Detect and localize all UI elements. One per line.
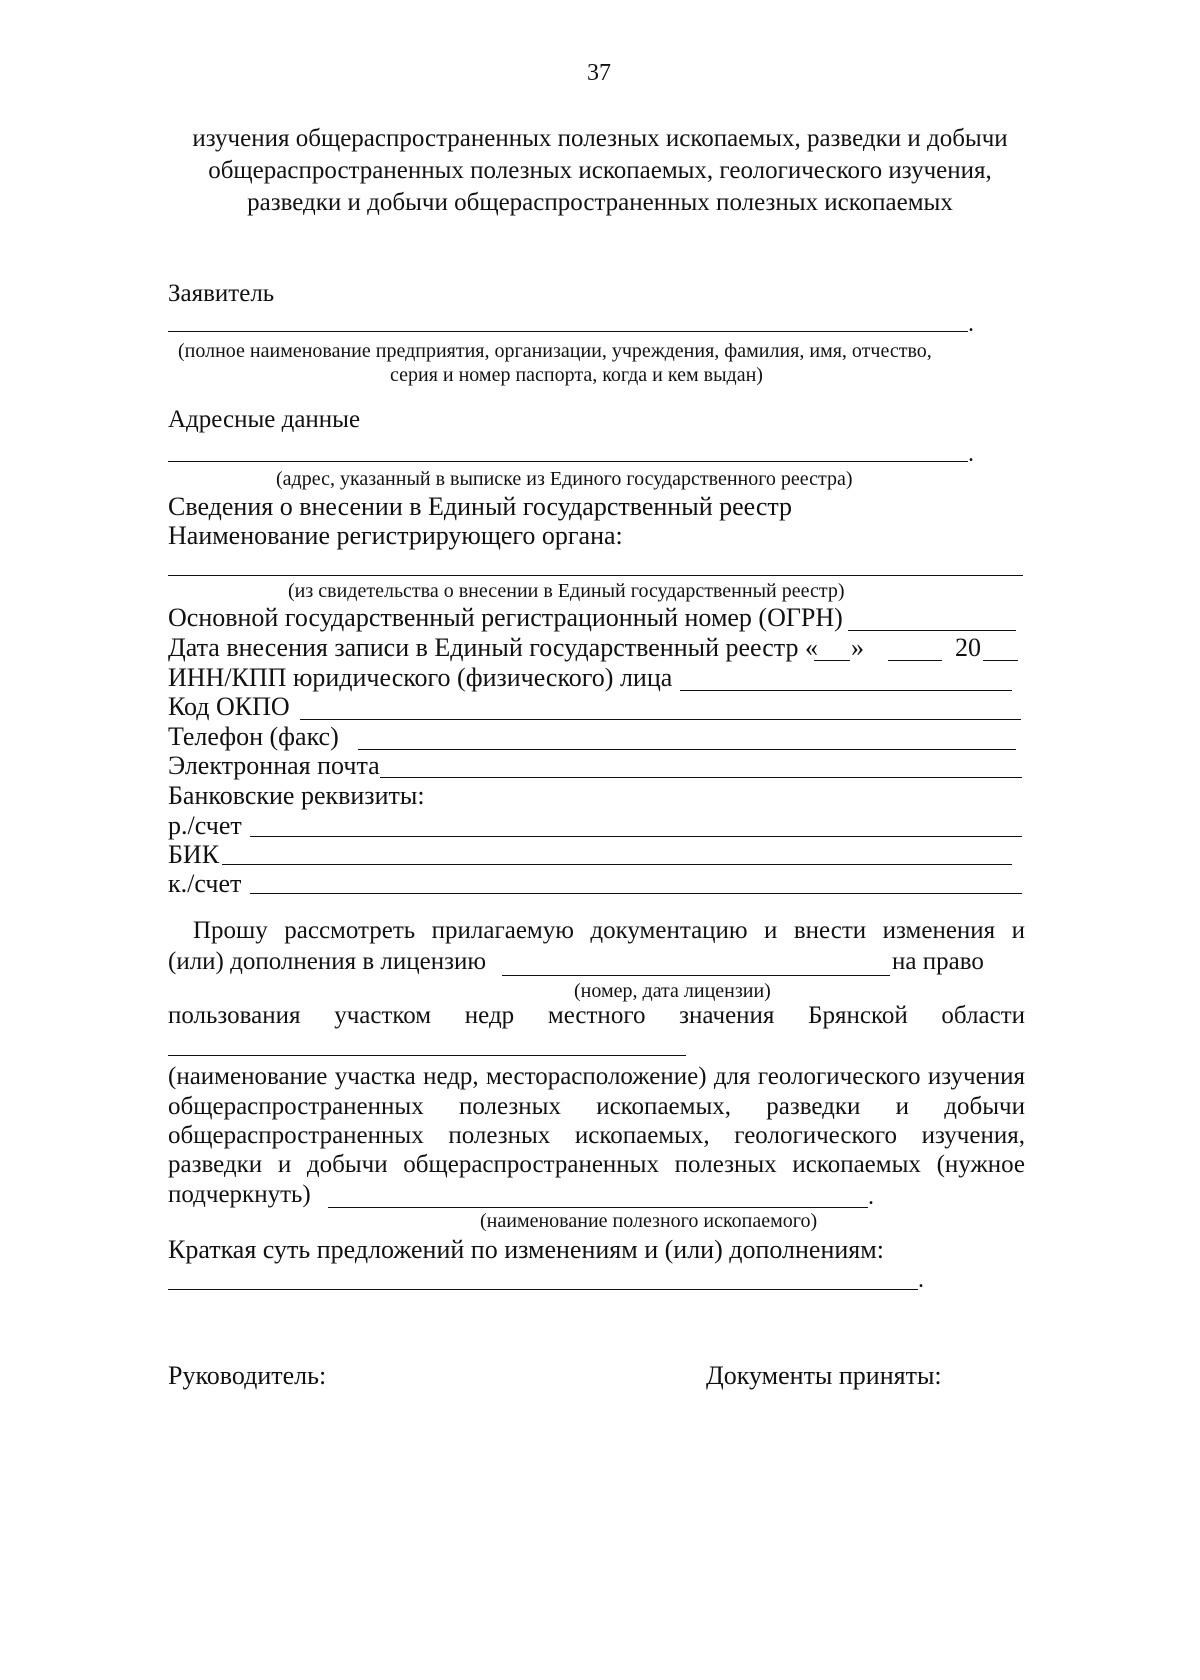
address-caption: (адрес, указанный в выписке из Единого государственного реестра) — [276, 468, 853, 490]
license-caption: (номер, дата лицензии) — [574, 980, 771, 1002]
corr-account-fill-line[interactable] — [250, 893, 1022, 894]
date-month-fill-line[interactable] — [888, 660, 942, 661]
request-line-2-start: (или) дополнения в лицензию — [168, 948, 487, 975]
heading-line-2: общераспространенных полезных ископаемых, геологического изучения, — [208, 157, 992, 184]
date-year-fill-line[interactable] — [983, 660, 1018, 661]
corr-account-label: к./счет — [168, 869, 242, 898]
inn-fill-line[interactable] — [680, 690, 1012, 691]
mineral-caption: (наименование полезного ископаемого) — [480, 1210, 818, 1232]
date-quote-close: » — [851, 633, 864, 662]
applicant-fill-line[interactable] — [168, 331, 968, 332]
address-line-period: . — [968, 441, 974, 467]
applicant-label: Заявитель — [168, 280, 275, 307]
applicant-caption-2: серия и номер паспорта, когда и кем выдан) — [390, 364, 763, 386]
license-fill-line[interactable] — [502, 975, 890, 976]
address-label: Адресные данные — [168, 406, 361, 433]
date-year-prefix: 20 — [955, 633, 981, 662]
summary-fill-line[interactable] — [168, 1289, 918, 1290]
request-line-6: общераспространенных полезных ископаемых, геологического изучения, — [168, 1122, 1025, 1149]
account-label: р./счет — [168, 811, 242, 840]
site-fill-line[interactable] — [168, 1055, 686, 1056]
registry-title: Сведения о внесении в Единый государственный реестр — [168, 492, 793, 521]
heading-line-3: разведки и добычи общераспространенных полезных ископаемых — [247, 189, 953, 216]
address-fill-line[interactable] — [168, 461, 968, 462]
request-line-5: общераспространенных полезных ископаемых, разведки и добычи — [168, 1093, 1025, 1120]
request-line-2-end: на право — [892, 948, 984, 975]
head-signature-label: Руководитель: — [168, 1361, 327, 1390]
inn-label: ИНН/КПП юридического (физического) лица — [168, 663, 673, 692]
mineral-line-period: . — [868, 1184, 874, 1210]
ogrn-label: Основной государственный регистрационный номер (ОГРН) — [168, 603, 843, 632]
email-fill-line[interactable] — [380, 777, 1022, 778]
phone-label: Телефон (факс) — [168, 722, 339, 751]
date-day-fill-line[interactable] — [814, 660, 850, 661]
okpo-fill-line[interactable] — [300, 719, 1021, 720]
date-label: Дата внесения записи в Единый государственный реестр « — [168, 633, 818, 662]
accepted-signature-label: Документы приняты: — [706, 1361, 942, 1390]
mineral-fill-line[interactable] — [328, 1207, 868, 1208]
summary-line-period: . — [918, 1267, 924, 1293]
phone-fill-line[interactable] — [358, 749, 1016, 750]
request-line-8-start: подчеркнуть) — [168, 1181, 311, 1208]
page-number: 37 — [587, 60, 611, 86]
account-fill-line[interactable] — [250, 836, 1022, 837]
authority-label: Наименование регистрирующего органа: — [168, 521, 623, 550]
applicant-line-period: . — [968, 311, 974, 337]
bik-fill-line[interactable] — [222, 864, 1012, 865]
request-line-7: разведки и добычи общераспространенных полезных ископаемых (нужное — [168, 1151, 1025, 1178]
email-label: Электронная почта — [168, 751, 380, 780]
okpo-label: Код ОКПО — [168, 692, 290, 721]
authority-caption: (из свидетельства о внесении в Единый государственный реестр) — [288, 580, 845, 602]
summary-label: Краткая суть предложений по изменениям и (или) дополнениям: — [168, 1235, 884, 1264]
request-line-1: Прошу рассмотреть прилагаемую документацию и внести изменения и — [193, 917, 1025, 944]
bank-label: Банковские реквизиты: — [168, 781, 425, 810]
ogrn-fill-line[interactable] — [848, 630, 1016, 631]
heading-line-1: изучения общераспространенных полезных ископаемых, разведки и добычи — [192, 125, 1008, 152]
applicant-caption-1: (полное наименование предприятия, организации, учреждения, фамилия, имя, отчество, — [178, 340, 932, 362]
authority-fill-line[interactable] — [168, 575, 1023, 576]
request-line-3: пользования участком недр местного значения Брянской области — [168, 1002, 1025, 1029]
request-line-4: (наименование участка недр, месторасположение) для геологического изучения — [168, 1063, 1025, 1090]
bik-label: БИК — [168, 840, 220, 869]
